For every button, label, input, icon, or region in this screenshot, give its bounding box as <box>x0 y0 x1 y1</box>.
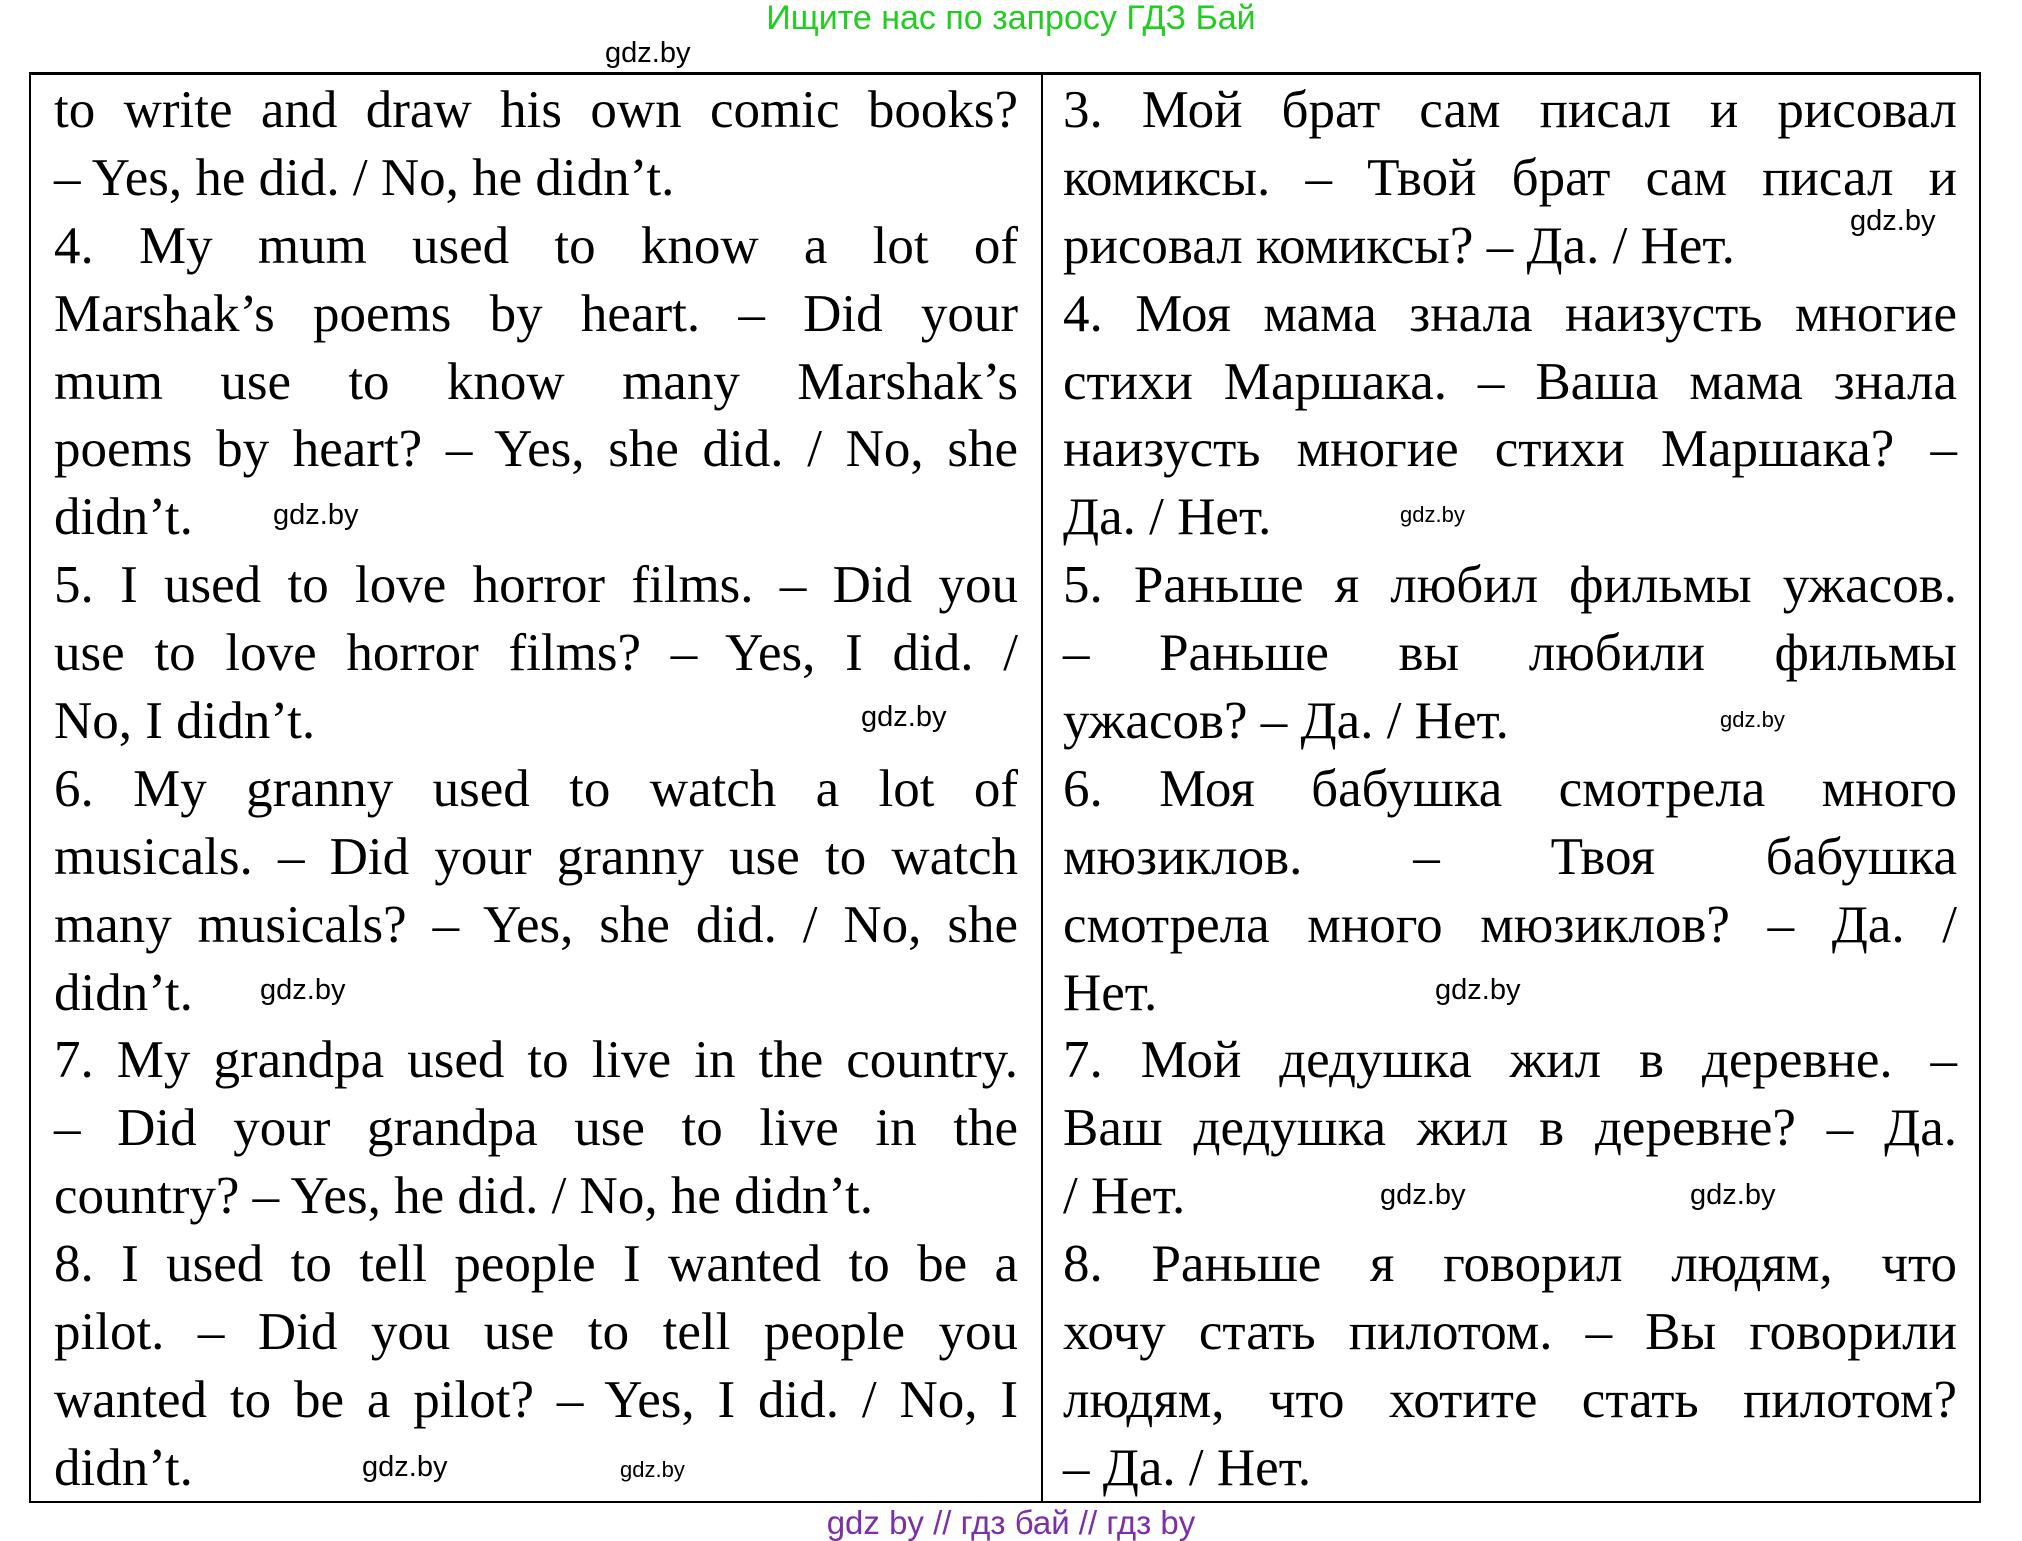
text-line-content: 5. I used to love horror films. – Did you <box>54 556 1018 615</box>
text-line-content: 7. Мой дедушка жил в деревне. – <box>1063 1031 1957 1090</box>
text-line-content: didn’t. <box>54 488 193 547</box>
text-line <box>1063 620 1957 688</box>
text-line <box>54 892 1018 960</box>
text-line-content: / Нет. <box>1063 1167 1186 1226</box>
text-line-content: didn’t. <box>54 1438 193 1497</box>
search-banner: Ищите нас по запросу ГДЗ Бай <box>766 0 1256 37</box>
text-line-content: – Раньше вы любили фильмы <box>1063 624 1957 683</box>
text-line-content: – Да. / Нет. <box>1063 1438 1312 1497</box>
text-line <box>1063 213 1957 281</box>
watermark: gdz.by <box>1380 1179 1466 1211</box>
text-line-content: country? – Yes, he did. / No, he didn’t. <box>54 1167 873 1226</box>
text-line-content: комиксы. – Твой брат сам писал и <box>1063 148 1957 207</box>
text-line <box>1063 688 1957 756</box>
text-line <box>1063 1095 1957 1163</box>
text-line-content: смотрела много мюзиклов? – Да. / <box>1063 895 1957 954</box>
text-line <box>1063 892 1957 960</box>
text-line <box>54 824 1018 892</box>
watermark: gdz.by <box>273 499 359 531</box>
russian-column <box>1063 77 1957 1503</box>
text-line-content: mum use to know many Marshak’s <box>54 352 1018 411</box>
text-line <box>54 145 1018 213</box>
text-line-content: poems by heart? – Yes, she did. / No, she <box>54 420 1018 479</box>
text-line <box>1063 77 1957 145</box>
text-line <box>1063 1435 1957 1503</box>
watermark: gdz.by <box>605 37 691 69</box>
text-line <box>54 1027 1018 1095</box>
text-line-content: didn’t. <box>54 963 193 1022</box>
text-line-content: 6. My granny used to watch a lot of <box>54 759 1018 818</box>
text-line <box>54 1435 1018 1503</box>
column-divider <box>1041 75 1043 1501</box>
answer-table <box>29 72 1981 1503</box>
text-line-content: use to love horror films? – Yes, I did. / <box>54 624 1018 683</box>
english-column <box>54 77 1018 1503</box>
text-line-content: хочу стать пилотом. – Вы говорили <box>1063 1303 1957 1362</box>
text-line-content: Ваш дедушка жил в деревне? – Да. <box>1063 1099 1957 1158</box>
text-line-content: musicals. – Did your granny use to watch <box>54 827 1018 886</box>
text-line-content: Нет. <box>1063 963 1158 1022</box>
text-line-content: wanted to be a pilot? – Yes, I did. / No, I <box>54 1370 1018 1429</box>
watermark: gdz.by <box>1435 974 1521 1006</box>
text-line-content: 4. Моя мама знала наизусть многие <box>1063 284 1957 343</box>
text-line-content: стихи Маршака. – Ваша мама знала <box>1063 352 1957 411</box>
text-line-content: Marshak’s poems by heart. – Did your <box>54 284 1018 343</box>
text-line <box>54 1163 1018 1231</box>
text-line-content: No, I didn’t. <box>54 692 316 751</box>
text-line-content: 5. Раньше я любил фильмы ужасов. <box>1063 556 1957 615</box>
text-line <box>54 756 1018 824</box>
text-line <box>1063 1027 1957 1095</box>
text-line-content: 8. Раньше я говорил людям, что <box>1063 1235 1957 1294</box>
text-line <box>1063 145 1957 213</box>
answer-paragraph <box>1063 1027 1957 1231</box>
text-line <box>54 416 1018 484</box>
answer-paragraph <box>1063 552 1957 756</box>
watermark: gdz.by <box>1850 205 1936 237</box>
watermark: gdz.by <box>1690 1179 1776 1211</box>
text-line <box>54 1367 1018 1435</box>
text-line <box>1063 1163 1957 1231</box>
answer-paragraph <box>54 1027 1018 1231</box>
text-line <box>1063 756 1957 824</box>
text-line-content: – Yes, he did. / No, he didn’t. <box>54 148 675 207</box>
text-line-content: 6. Моя бабушка смотрела много <box>1063 759 1957 818</box>
text-line <box>1063 824 1957 892</box>
text-line <box>54 484 1018 552</box>
text-line <box>1063 416 1957 484</box>
text-line-content: 8. I used to tell people I wanted to be a <box>54 1235 1018 1294</box>
text-line <box>54 1299 1018 1367</box>
text-line <box>1063 552 1957 620</box>
answer-paragraph <box>1063 281 1957 553</box>
text-line <box>1063 1231 1957 1299</box>
watermark: gdz.by <box>362 1451 448 1483</box>
text-line-content: – Did your grandpa use to live in the <box>54 1099 1018 1158</box>
text-line-content: 4. My mum used to know a lot of <box>54 216 1018 275</box>
text-line <box>54 349 1018 417</box>
text-line <box>1063 1299 1957 1367</box>
text-line <box>54 620 1018 688</box>
text-line-content: to write and draw his own comic books? <box>54 81 1018 139</box>
answer-paragraph <box>1063 1231 1957 1503</box>
footer-links: gdz by // гдз бай // гдз by <box>826 1504 1196 1541</box>
text-line-content: ужасов? – Да. / Нет. <box>1063 692 1509 751</box>
watermark: gdz.by <box>620 1457 685 1482</box>
answer-paragraph <box>54 756 1018 1028</box>
text-line <box>1063 349 1957 417</box>
text-line <box>1063 281 1957 349</box>
watermark: gdz.by <box>260 974 346 1006</box>
text-line <box>54 213 1018 281</box>
watermark: gdz.by <box>861 701 947 733</box>
answer-paragraph <box>54 77 1018 213</box>
text-line-content: Да. / Нет. <box>1063 488 1272 547</box>
text-line-content: наизусть многие стихи Маршака? – <box>1063 420 1957 479</box>
answer-paragraph <box>54 1231 1018 1503</box>
text-line <box>54 1231 1018 1299</box>
text-line-content: людям, что хотите стать пилотом? <box>1063 1370 1957 1429</box>
text-line <box>54 281 1018 349</box>
text-line <box>54 1095 1018 1163</box>
text-line <box>54 552 1018 620</box>
watermark: gdz.by <box>1400 502 1465 527</box>
text-line-content: рисовал комиксы? – Да. / Нет. <box>1063 216 1735 275</box>
text-line-content: мюзиклов. – Твоя бабушка <box>1063 827 1957 886</box>
text-line-content: 7. My grandpa used to live in the country. <box>54 1031 1018 1090</box>
text-line <box>1063 1367 1957 1435</box>
text-line <box>1063 484 1957 552</box>
text-line <box>54 77 1018 145</box>
text-line <box>54 960 1018 1028</box>
text-line-content: 3. Мой брат сам писал и рисовал <box>1063 81 1957 139</box>
text-line-content: many musicals? – Yes, she did. / No, she <box>54 895 1018 954</box>
text-line-content: pilot. – Did you use to tell people you <box>54 1303 1018 1362</box>
answer-paragraph <box>1063 77 1957 281</box>
answer-paragraph <box>54 213 1018 552</box>
watermark: gdz.by <box>1720 707 1785 732</box>
